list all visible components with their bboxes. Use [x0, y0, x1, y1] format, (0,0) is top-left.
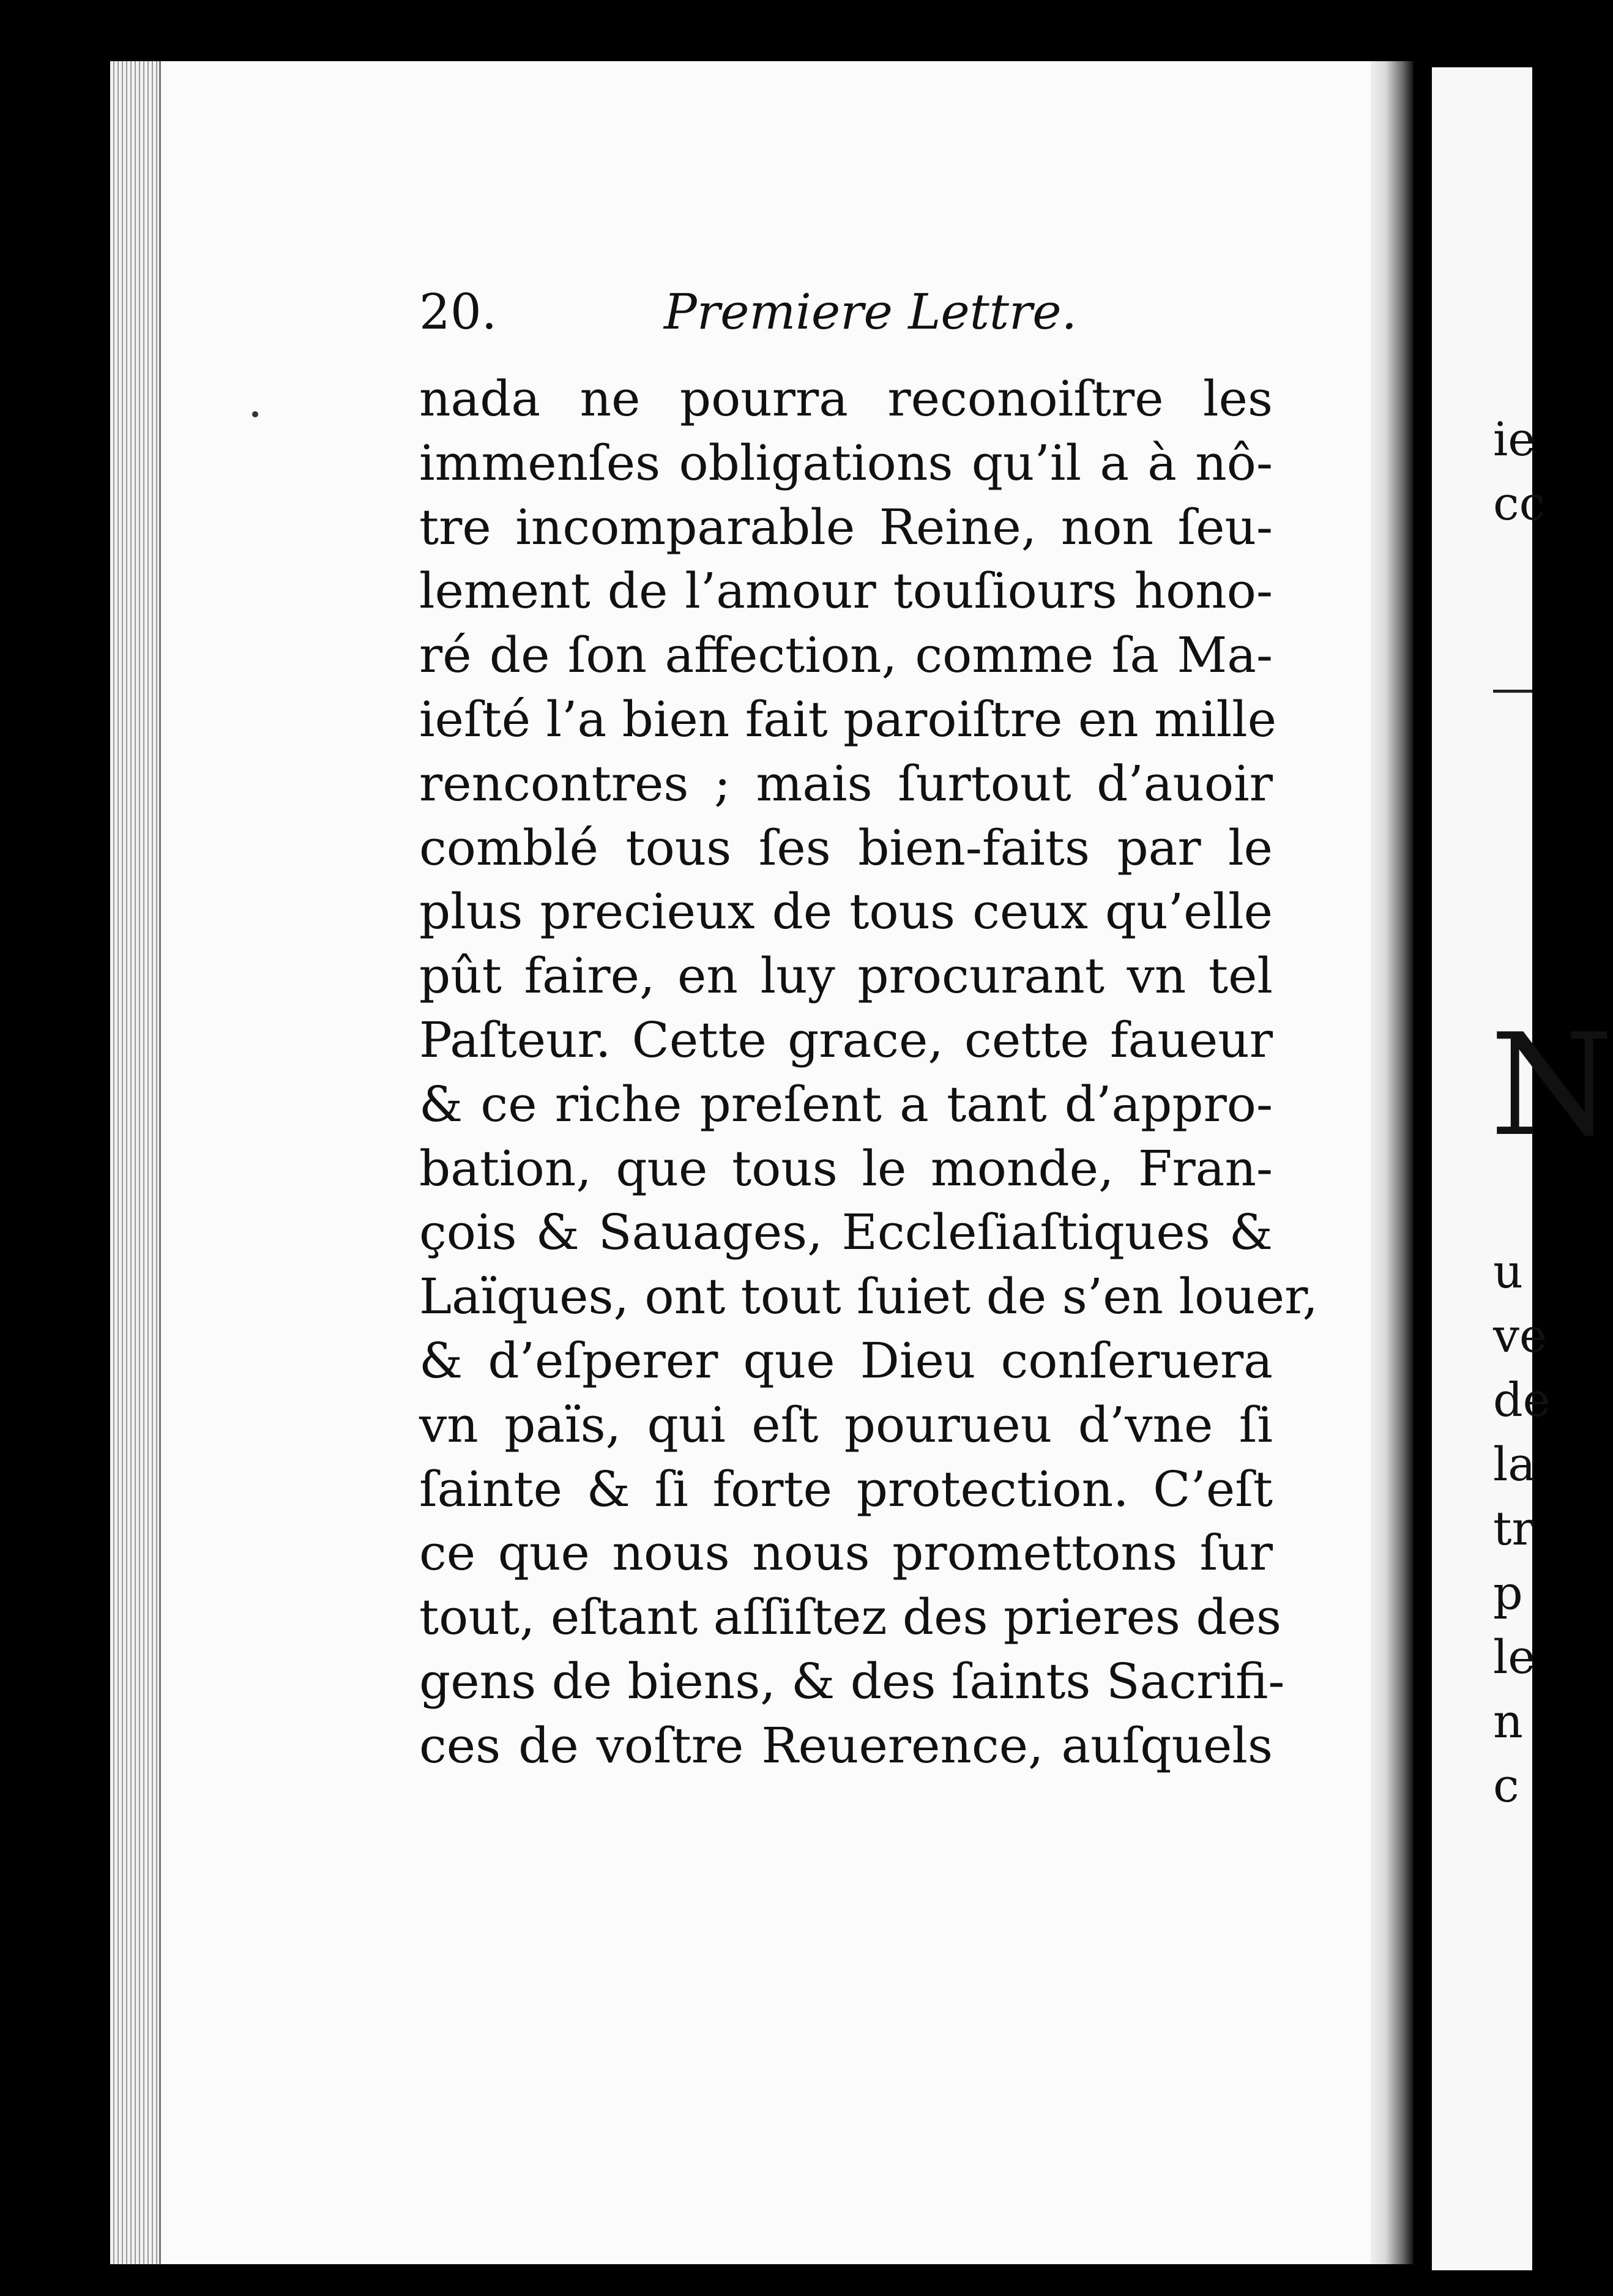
text-line: tre incomparable Reine, non ſeu-: [419, 498, 1273, 556]
text-line: rencontres ; mais ſurtout d’auoir: [419, 755, 1273, 812]
facing-page-drop-cap: N: [1490, 1004, 1613, 1168]
facing-page-fragment: la: [1493, 1437, 1536, 1491]
right-page: [1432, 67, 1532, 2270]
text-line: ſainte & ſi forte protection. C’eſt: [419, 1460, 1273, 1518]
text-line: Laïques, ont tout ſuiet de s’en louer,: [419, 1268, 1318, 1325]
text-line: & d’eſperer que Dieu conſeruera: [419, 1332, 1273, 1389]
facing-page-fragment: de: [1493, 1373, 1551, 1427]
text-line: lement de l’amour touſiours hono-: [419, 562, 1273, 620]
text-line: ré de ſon affection, comme ſa Ma-: [419, 627, 1273, 684]
facing-page-fragment: le: [1493, 1630, 1536, 1684]
running-title: Premiere Lettre.: [664, 283, 1077, 340]
facing-page-fragment: p: [1493, 1565, 1523, 1620]
text-line: Paſteur. Cette grace, cette faueur: [419, 1011, 1273, 1068]
facing-page-fragment: cc: [1493, 476, 1546, 531]
facing-page-fragment: ve: [1493, 1308, 1547, 1363]
text-line: immenſes obligations qu’il a à nô-: [419, 434, 1273, 491]
text-line: ce que nous nous promettons ſur: [419, 1524, 1273, 1582]
text-line: bation, que tous le monde, Fran-: [419, 1139, 1273, 1197]
book-gutter: [1371, 61, 1414, 2264]
facing-page-fragment: tr: [1493, 1501, 1534, 1556]
text-line: & ce riche preſent a tant d’appro-: [419, 1075, 1273, 1133]
text-line: gens de biens, & des ſaints Sacrifi-: [419, 1652, 1285, 1710]
text-line: çois & Sauages, Eccleſiaſtiques &: [419, 1204, 1273, 1261]
text-line: comblé tous ſes bien-faits par le: [419, 819, 1273, 876]
facing-page-fragment: ie: [1493, 412, 1536, 466]
text-line: vn païs, qui eſt pourueu d’vne ſi: [419, 1396, 1273, 1453]
text-line: plus precieux de tous ceux qu’elle: [419, 883, 1273, 941]
page-edges: [110, 61, 161, 2264]
text-line: pût faire, en luy procurant vn tel: [419, 947, 1273, 1005]
text-line: tout, eſtant aſſiſtez des prieres des: [419, 1589, 1282, 1646]
facing-page-fragment: c: [1493, 1758, 1519, 1813]
page-number: 20.: [419, 283, 497, 340]
facing-page-fragment: n: [1493, 1694, 1523, 1748]
body-text: [419, 367, 1318, 1778]
ink-speck: [252, 411, 258, 417]
text-line: ieſté l’a bien fait paroiſtre en mille: [419, 690, 1277, 748]
text-line: nada ne pourra reconoiſtre les: [419, 370, 1273, 427]
facing-page-rule: [1493, 690, 1532, 693]
text-line: ces de voſtre Reuerence, auſquels: [419, 1716, 1273, 1774]
facing-page-fragment: u: [1493, 1244, 1523, 1299]
